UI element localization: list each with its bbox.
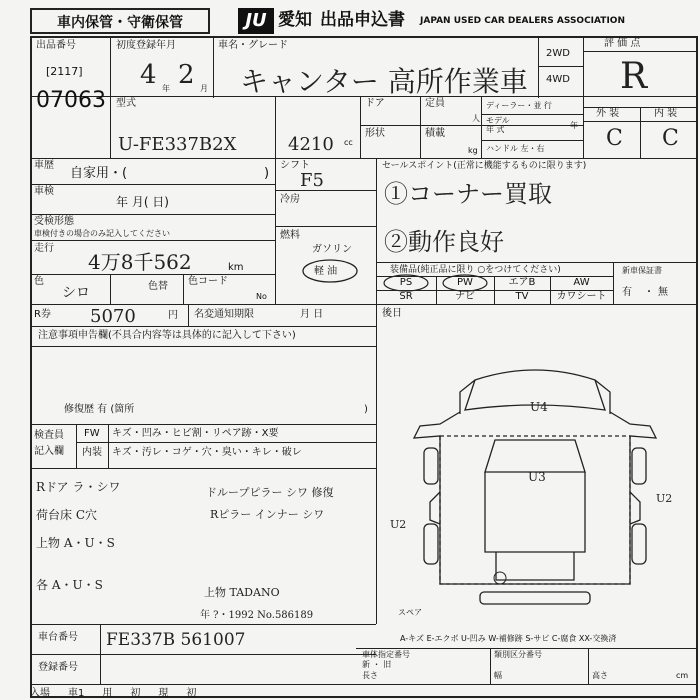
rating-label: 評 価 点	[604, 38, 641, 49]
reg-label: 初度登録年月	[116, 40, 176, 51]
ju-logo	[238, 8, 274, 34]
footer-item: 入場	[30, 688, 50, 699]
equip-circles	[376, 274, 496, 292]
rating-value: R	[620, 56, 648, 97]
inspection-text: 年 月( 日)	[116, 195, 169, 209]
type-cc: cc	[344, 138, 353, 147]
equip-leather: カワシート	[556, 291, 607, 302]
note-left-3: 上物 A・U・S	[36, 536, 115, 550]
rating-ext-label: 外 装	[596, 108, 620, 119]
reg-year-unit: 年	[162, 84, 170, 93]
lot-code: [2117]	[46, 65, 83, 78]
equip-title: 装備品(純正品に限り ○をつけてください)	[390, 265, 561, 275]
fuel-diesel-circle	[300, 258, 360, 284]
history-label: 車歴	[34, 160, 54, 171]
reg-month: 2	[178, 60, 195, 90]
association-name: JAPAN USED CAR DEALERS ASSOCIATION	[420, 16, 625, 26]
storage-stamp	[30, 8, 210, 34]
mileage-label: 走行	[34, 243, 54, 254]
type-value: U-FE337B2X	[118, 134, 237, 155]
receipt-note: 車検付きの場合のみ記入してください	[34, 229, 170, 238]
fuel-diesel: 軽 油	[314, 266, 338, 277]
equip-navi: ナビ	[455, 291, 475, 302]
color-code-label: 色コード	[188, 276, 228, 287]
footer-item: 用	[102, 688, 113, 699]
dim-height: 高さ	[592, 671, 608, 680]
rating-int-label: 内 装	[654, 108, 678, 119]
equip-aw: AW	[573, 277, 590, 288]
mileage-value: 4万8千562	[88, 250, 192, 274]
warranty-no: 無	[658, 287, 668, 298]
equip-tv: TV	[515, 291, 529, 302]
dim-length: 長さ	[362, 671, 378, 680]
equip-pw: PW	[457, 277, 473, 288]
ac-label: 冷房	[280, 194, 300, 205]
history-close: )	[264, 166, 270, 181]
type-displacement: 4210	[288, 134, 334, 155]
inspector-row1-head: FW	[84, 428, 100, 439]
dim-width: 幅	[494, 671, 502, 680]
history-value: 自家用・(	[70, 166, 128, 181]
note-left-1: Rドア ラ・シワ	[36, 480, 121, 494]
reg-year: 4	[140, 60, 157, 90]
org-name: 愛知	[278, 10, 312, 30]
spare-label: スペア	[398, 608, 422, 617]
inspector-row2: キズ・汚レ・コゲ・穴・臭い・キレ・破レ	[112, 447, 302, 458]
inspector-label-1: 検査員	[34, 430, 64, 441]
type-label: 型式	[116, 98, 136, 109]
equip-ps: PS	[399, 277, 413, 288]
recycle-label: R券	[34, 309, 51, 320]
rating-ext: C	[606, 126, 623, 151]
spec-shape: 形状	[365, 128, 385, 139]
dim-cm: cm	[676, 671, 689, 680]
inspector-row1: キズ・凹み・ヒビ割・リペア跡・X要	[112, 428, 279, 439]
warranty-sep: ・	[644, 287, 654, 298]
footer-item: 車1	[68, 688, 85, 699]
note-right-1: ドループピラー シワ 修復	[206, 486, 334, 499]
inspection-label: 車検	[34, 186, 54, 197]
ju-logo-text: JU	[245, 10, 267, 31]
fuel-gas: ガソリン	[312, 244, 352, 255]
storage-stamp-text: 車内保管・守衛保管	[57, 15, 183, 31]
equip-sr: SR	[399, 291, 413, 302]
remarks-title: 注意事項申告欄(不具合内容等は具体的に記入して下さい)	[38, 330, 296, 341]
class-number: 類別区分番号	[494, 650, 542, 659]
drive-4wd: 4WD	[546, 74, 570, 85]
damage-legend: A-キズ E-エクボ U-凹み W-補修跡 S-サビ C-腐食 XX-交換済	[400, 634, 617, 643]
reg-month-unit: 月	[200, 84, 208, 93]
selling-point-1: ①コーナー買取	[384, 180, 552, 208]
spec-dealer: ディーラー・並 行	[486, 101, 552, 110]
recycle-value: 5070	[90, 306, 136, 327]
regno-label: 登録番号	[38, 662, 78, 673]
fuel-label: 燃料	[280, 230, 300, 241]
equip-airbag: エアB	[508, 277, 536, 288]
lot-number: 07063	[36, 88, 106, 113]
receipt-label: 受検形態	[34, 216, 74, 227]
spec-year: 年	[570, 121, 578, 130]
body-spec-number: 車体指定番号	[362, 650, 410, 659]
shift-label: シフト	[280, 160, 310, 171]
notice-label: 名変通知期限	[194, 309, 254, 320]
color-label: 色	[34, 276, 44, 287]
lot-label: 出品番号	[36, 40, 76, 51]
mileage-unit: km	[228, 262, 244, 273]
note-right-4: 年 ?・1992 No.586189	[200, 610, 314, 621]
afterfit-label: 後日	[382, 308, 402, 319]
damage-u2-right: U2	[656, 492, 673, 505]
color-code: No	[256, 292, 267, 301]
damage-u4: U4	[530, 400, 548, 414]
footer-item: 初	[130, 688, 141, 699]
warranty-yes: 有	[622, 287, 632, 298]
drive-2wd: 2WD	[546, 48, 570, 59]
repair-close: )	[364, 404, 368, 415]
note-left-2: 荷台床 C穴	[36, 508, 97, 522]
inspector-label-2: 記入欄	[34, 446, 64, 457]
damage-u2-left: U2	[390, 518, 407, 531]
spec-kg: kg	[468, 146, 478, 155]
note-right-2: Rピラー インナー シワ	[210, 508, 325, 521]
rating-int: C	[662, 126, 679, 151]
recycle-yen: 円	[168, 310, 178, 321]
spec-load: 積載	[425, 128, 445, 139]
selling-point-2: ②動作良好	[384, 228, 504, 256]
damage-u3: U3	[528, 470, 546, 484]
vehicle-damage-diagram	[400, 352, 673, 616]
spec-model-year-2: 年 式	[486, 125, 505, 134]
row-new-old: 新 ・ 旧	[362, 660, 392, 669]
spec-capacity: 定員	[425, 98, 445, 109]
spec-model-year-1: モデル	[486, 116, 510, 125]
spec-person: 人	[472, 114, 480, 123]
note-left-4: 各 A・U・S	[36, 578, 103, 592]
chassis-value: FE337B 561007	[106, 630, 246, 650]
chassis-label: 車台番号	[38, 632, 78, 643]
footer-item: 初	[186, 688, 197, 699]
inspector-row2-head: 内装	[82, 447, 102, 458]
model-label: 車名・グレード	[218, 40, 288, 51]
page-title: 出品申込書	[320, 10, 405, 30]
spec-handle: ハンドル 左・右	[486, 144, 545, 153]
shift-value: F5	[300, 170, 324, 191]
warranty-label: 新車保証書	[622, 266, 662, 275]
spec-door: ドア	[365, 98, 385, 109]
color-tone: 色替	[148, 281, 168, 292]
model-value: キャンター 高所作業車	[240, 65, 528, 98]
selling-title: セールスポイント(正常に機能するものに限ります)	[382, 161, 587, 171]
note-right-3: 上物 TADANO	[204, 586, 280, 599]
footer-item: 現	[158, 688, 169, 699]
notice-text: 月 日	[300, 309, 324, 320]
color-value: シロ	[62, 285, 90, 301]
repair-history: 修復歴 有 (箇所	[64, 404, 135, 415]
footer-strip	[30, 688, 350, 700]
